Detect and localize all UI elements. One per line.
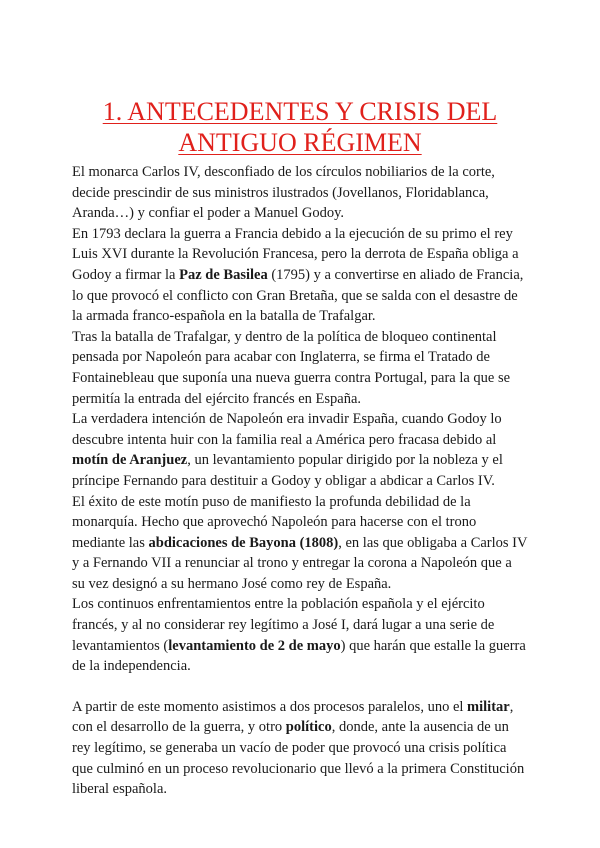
text-run: , con el desarrollo de la guerra, y otro xyxy=(72,698,514,736)
paragraph-4 xyxy=(72,409,528,491)
text-run: Tras la batalla de Trafalgar, y dentro de la política de bloqueo continental pensada por Napoleón para acabar con Inglaterra, se firma el Tratado de Fontainebleau que suponía una nueva guerra contra Portugal, para la que se permitía la entrada del ejército francés en España. xyxy=(72,328,511,407)
document-body xyxy=(72,162,528,800)
text-run: , donde, ante la ausencia de un rey legítimo, se generaba un vacío de poder que provocó una crisis política que culminó en un proceso revolucionario que llevó a la primera Constitución liberal española. xyxy=(72,719,525,798)
text-run: La verdadera intención de Napoleón era invadir España, cuando Godoy lo descubre intenta huir con la familia real a América pero fracasa debido al xyxy=(72,411,502,448)
title-line-1: 1. ANTECEDENTES Y CRISIS DEL xyxy=(102,97,498,126)
paragraph-1 xyxy=(72,162,528,224)
paragraph-2 xyxy=(72,224,528,327)
paragraph-5 xyxy=(72,492,528,595)
bold-term: militar xyxy=(467,698,510,715)
paragraph-7 xyxy=(72,697,528,800)
paragraph-3 xyxy=(72,327,528,409)
text-run: ) que harán que estalle la guerra de la independencia. xyxy=(72,637,526,675)
text-run: , en las que obligaba a Carlos IV y a Fernando VII a renunciar al trono y entregar la corona a Napoleón que a su vez designó a su hermano José como rey de España. xyxy=(72,534,528,592)
text-run: , un levantamiento popular dirigido por la nobleza y el príncipe Fernando para destituir a Godoy y obligar a abdicar a Carlos IV. xyxy=(72,452,503,489)
paragraph-6 xyxy=(72,594,528,676)
text-run: (1795) y a convertirse en aliado de Francia, lo que provocó el conflicto con Gran Bretaña, que se salda con el desastre de la armada franco-española en la batalla de Trafalgar. xyxy=(72,266,524,325)
text-run: A partir de este momento asistimos a dos procesos paralelos, uno el xyxy=(72,698,468,715)
text-run: El éxito de este motín puso de manifiesto la profunda debilidad de la monarquía. Hecho que aprovechó Napoleón para hacerse con el trono mediante las xyxy=(72,493,477,551)
paragraph-spacer xyxy=(72,677,528,697)
text-run: En 1793 declara la guerra a Francia debido a la ejecución de su primo el rey Luis XVI durante la Revolución Francesa, pero la derrota de España obliga a Godoy a firmar la xyxy=(72,225,519,283)
bold-term: Paz de Basilea xyxy=(179,266,268,283)
bold-term: levantamiento de 2 de mayo xyxy=(168,637,341,654)
page-title xyxy=(72,96,528,158)
bold-term: abdicaciones de Bayona (1808) xyxy=(148,534,339,551)
bold-term: motín de Aranjuez xyxy=(72,452,188,469)
bold-term: político xyxy=(285,719,332,736)
text-run: El monarca Carlos IV, desconfiado de los círculos nobiliarios de la corte, decide prescindir de sus ministros ilustrados (Jovellanos, Floridablanca, Aranda…) y confiar el poder a Manuel Godoy. xyxy=(72,164,495,222)
title-line-2: ANTIGUO RÉGIMEN xyxy=(178,128,422,157)
text-run: Los continuos enfrentamientos entre la población española y el ejército francés, y al no considerar rey legítimo a José I, dará lugar a una serie de levantamientos ( xyxy=(72,596,495,654)
